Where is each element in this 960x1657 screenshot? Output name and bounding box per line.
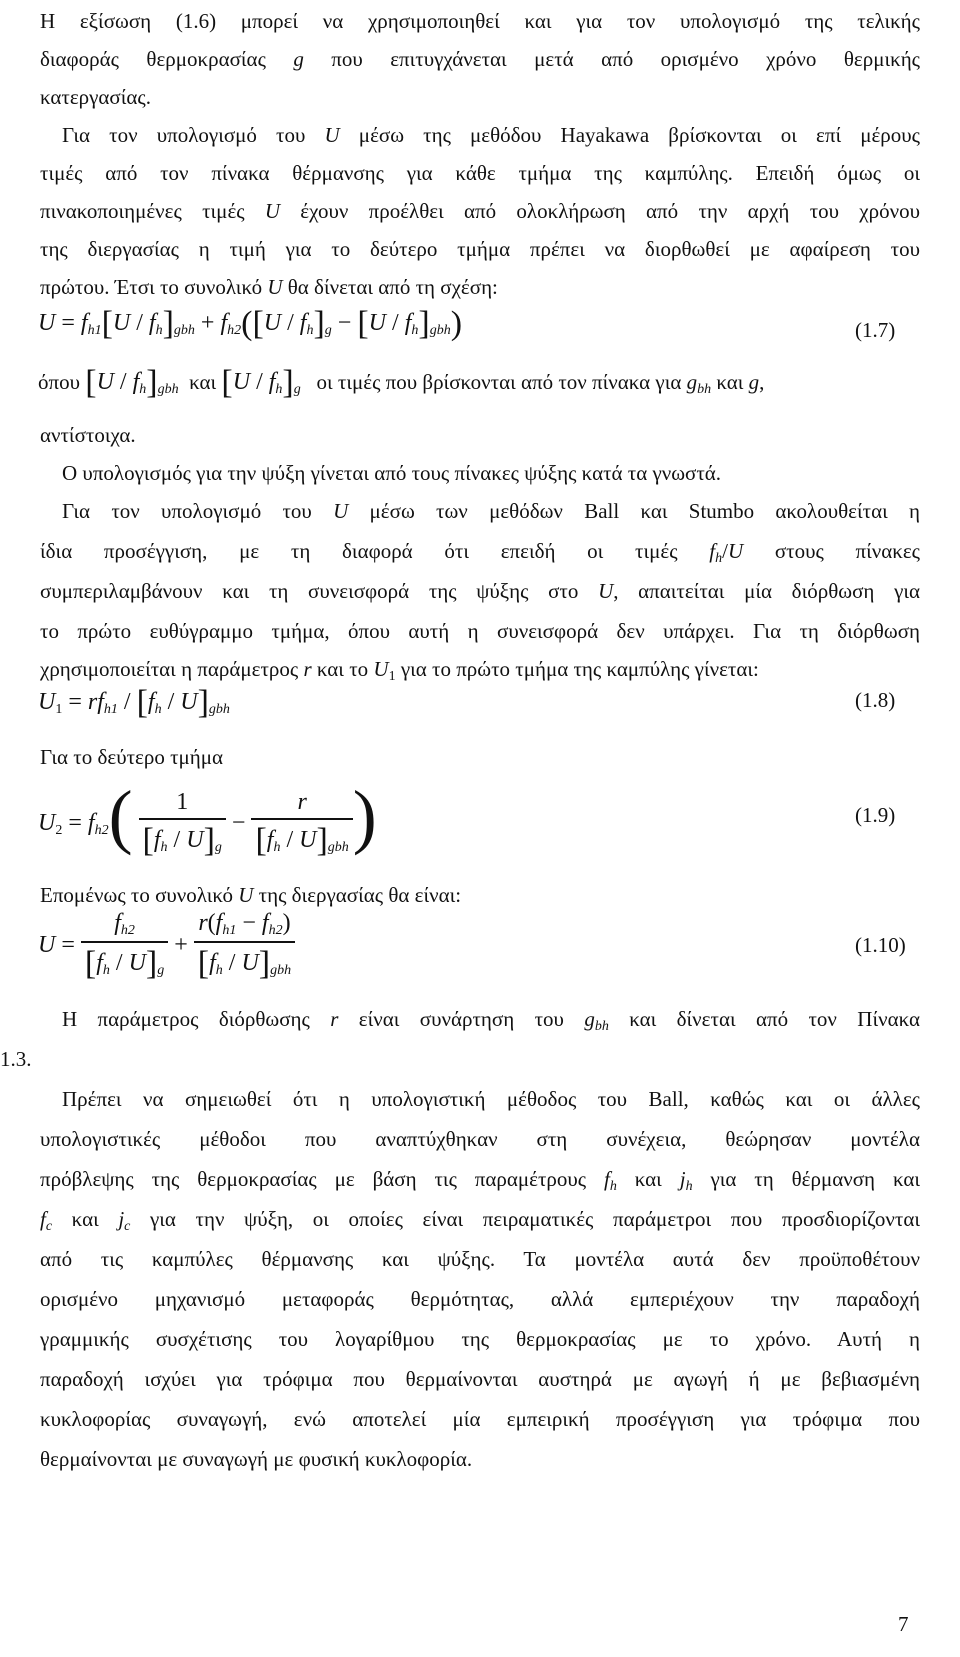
paragraph-line: κυκλοφορίας συναγωγή, ενώ αποτελεί μία εμπειρική προσέγγιση για τρόφιμα που [40,1407,920,1431]
paragraph-line: από τις καμπύλες θέρμανσης και ψύξης. Τα μοντέλα αυτά δεν προϋποθέτουν [40,1247,920,1271]
equation-1-7: U = fh1[U / fh]gbh + fh2([U / fh]g − [U / fh]gbh) [38,305,463,342]
paragraph-line: παραδοχή ισχύει για τρόφιμα που θερμαίνονται αυστηρά με αγωγή ή με βεβιασμένη [40,1367,920,1391]
definition-line: όπου [U / fh]gbh και [U / fh]g οι τιμές που βρίσκονται από τον πίνακα για gbh και g, [38,364,765,401]
paragraph-line: Για τον υπολογισμό του U μέσω των μεθόδων Ball και Stumbo ακολουθείται η [62,499,920,523]
paragraph-line: Η εξίσωση (1.6) μπορεί να χρησιμοποιηθεί και για τον υπολογισμό της τελικής [40,9,920,33]
paragraph-line: θερμαίνονται με συναγωγή με φυσική κυκλοφορία. [40,1447,473,1471]
paragraph-line: τιμές από τον πίνακα θέρμανσης για κάθε τμήμα της καμπύλης. Επειδή όμως οι [40,161,920,185]
paragraph-line: συμπεριλαμβάνουν και τη συνεισφορά της ψύξης στο U, απαιτείται μία διόρθωση για [40,579,920,603]
paragraph-line: διαφοράς θερμοκρασίας g που επιτυγχάνεται μετά από ορισμένο χρόνο θερμικής [40,47,920,71]
page-number: 7 [898,1612,909,1636]
paragraph-line: το πρώτο ευθύγραμμο τμήμα, όπου αυτή η συνεισφορά δεν υπάρχει. Για τη διόρθωση [40,619,920,643]
paragraph-line: Η παράμετρος διόρθωσης r είναι συνάρτηση του gbh και δίνεται από τον Πίνακα [62,1007,920,1034]
paragraph-line: 1.3. [0,1047,32,1071]
fraction: $\frac{r}{\text{[fh / U]gbh}}$ [251,789,352,860]
paragraph-line: αντίστοιχα. [40,423,136,447]
paragraph-line: κατεργασίας. [40,85,151,109]
fraction: $\frac{fh2}{[fh / U]g}$ [81,910,168,983]
paragraph-line: πρώτου. Έτσι το συνολικό U θα δίνεται από τη σχέση: [40,275,498,299]
paragraph-line: ορισμένο μηχανισμό μεταφοράς θερμότητας, αλλά εμπεριέχουν την παραδοχή [40,1287,920,1311]
paragraph-line: υπολογιστικές μέθοδοι που αναπτύχθηκαν στη συνέχεια, θεώρησαν μοντέλα [40,1127,920,1151]
paragraph-line: ίδια προσέγγιση, με τη διαφορά ότι επειδή οι τιμές fh/U στους πίνακες [40,539,920,566]
paragraph-line: πινακοποιημένες τιμές U έχουν προέλθει από ολοκλήρωση από την αρχή του χρόνου [40,199,921,223]
paragraph-line: Επομένως το συνολικό U της διεργασίας θα είναι: [40,883,462,907]
paragraph-line: πρόβλεψης της θερμοκρασίας με βάση τις παραμέτρους fh και jh για τη θέρμανση και [40,1167,920,1194]
paragraph-line: γραμμικής συσχέτισης του λογαρίθμου της θερμοκρασίας με το χρόνο. Αυτή η [40,1327,920,1351]
paragraph-line: Πρέπει να σημειωθεί ότι η υπολογιστική μέθοδος του Ball, καθώς και οι άλλες [62,1087,920,1111]
equation-number: (1.8) [855,688,896,712]
paragraph-line: Για το δεύτερο τμήμα [40,745,224,769]
paragraph-line: Ο υπολογισμός για την ψύξη γίνεται από τους πίνακες ψύξης κατά τα γνωστά. [62,461,722,485]
equation-number: (1.7) [855,318,896,342]
equation-1-8: $U_1 = rfh1 / [fh / U]gbh$ [38,684,230,721]
equation-number: (1.9) [855,803,896,827]
equation-1-9: $U_2 = fh2$( $\frac{1}{[fh / U]g}$ − $\frac{r}{\text{[fh / U]gbh}}$ ) [38,776,377,859]
fraction: $\frac{r(fh1 - fh2)}{\text{[fh / U]gbh}}$ [194,910,295,983]
paragraph-line: χρησιμοποιείται η παράμετρος r και το $U_1$ για το πρώτο τμήμα της καμπύλης γίνεται: [40,657,759,684]
fraction: $\frac{1}{[fh / U]g}$ [139,789,226,860]
paragraph-line: της διεργασίας η τιμή για το δεύτερο τμήμα πρέπει να διορθωθεί με αφαίρεση του [40,237,920,261]
paragraph-line: Για τον υπολογισμό του U μέσω της μεθόδου Hayakawa βρίσκονται οι επί μέρους [62,123,920,147]
paragraph-line: fc και jc για την ψύξη, οι οποίες είναι πειραματικές παράμετροι που προσδιορίζονται [40,1207,920,1234]
equation-1-10: U = $\frac{fh2}{[fh / U]g}$ + $\frac{r(fh1 - fh2)}{\text{[fh / U]gbh}}$ [38,910,295,983]
equation-number: (1.10) [855,933,906,957]
